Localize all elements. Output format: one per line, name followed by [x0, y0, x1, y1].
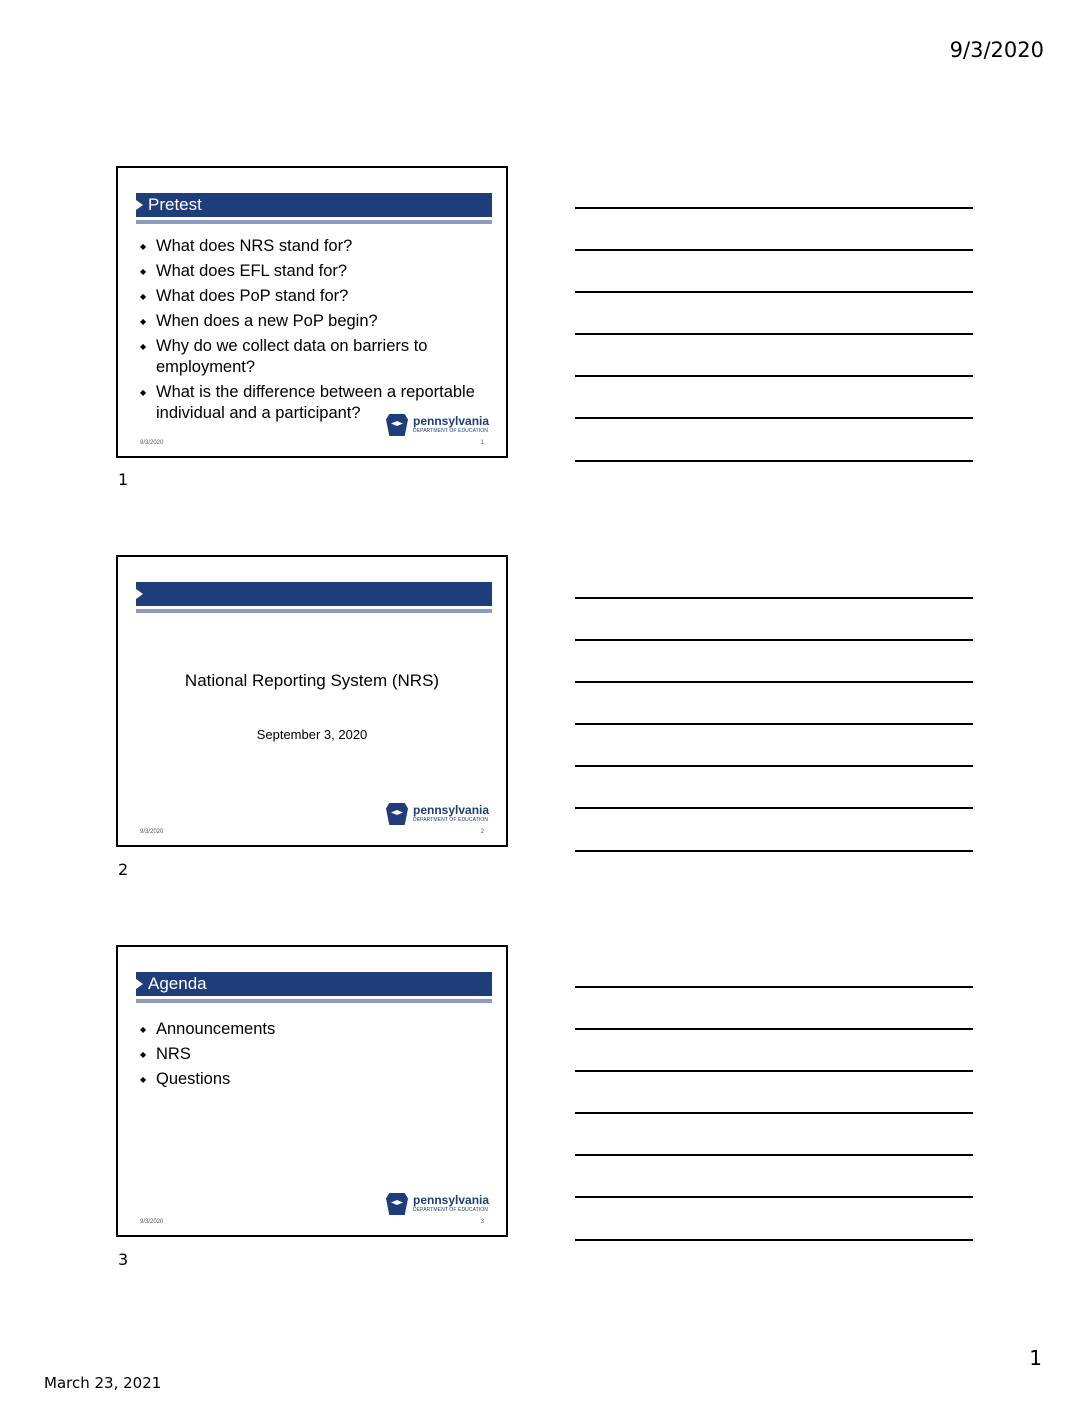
note-line — [575, 417, 973, 419]
note-line — [575, 291, 973, 293]
pennsylvania-logo — [386, 1193, 488, 1217]
note-line — [575, 460, 973, 462]
arrow-right-icon — [136, 589, 143, 599]
slide-footer-number: 2 — [480, 829, 484, 835]
note-line — [575, 1239, 973, 1241]
header-rule — [136, 999, 492, 1003]
keystone-icon — [386, 803, 408, 825]
slide-header — [136, 972, 492, 996]
slide-header — [136, 582, 492, 606]
slide-3 — [116, 945, 508, 1237]
bullet-list — [140, 1019, 480, 1094]
note-line — [575, 1154, 973, 1156]
bullet-item: ◆ When does a new PoP begin? — [140, 311, 480, 332]
slide-label-3: 3 — [118, 1250, 129, 1269]
note-line — [575, 207, 973, 209]
bullet-item: ◆ Why do we collect data on barriers to employment? — [140, 336, 480, 378]
bullet-item: ◆ What is the difference between a reportable individual and a participant? — [140, 382, 480, 424]
bullet-item: ◆ What does PoP stand for? — [140, 286, 480, 307]
note-line — [575, 1196, 973, 1198]
logo-word: pennsylvania — [413, 414, 490, 428]
logo-subtitle: DEPARTMENT OF EDUCATION — [413, 428, 488, 434]
logo-subtitle: DEPARTMENT OF EDUCATION — [413, 817, 488, 823]
slide-header-text: Agenda — [148, 974, 207, 993]
slide-footer-date: 9/3/2020 — [140, 1219, 164, 1225]
slide-label-1: 1 — [118, 470, 129, 489]
page-date: 9/3/2020 — [949, 38, 1044, 62]
slide-label-2: 2 — [118, 860, 129, 879]
pennsylvania-logo — [386, 803, 488, 827]
print-date: March 23, 2021 — [44, 1374, 162, 1392]
slide-footer-number: 1 — [480, 440, 484, 446]
bullet-list — [140, 236, 480, 428]
slide-footer-date: 9/3/2020 — [140, 829, 164, 835]
note-line — [575, 1070, 973, 1072]
slide-header — [136, 193, 492, 217]
keystone-icon — [386, 1193, 408, 1215]
logo-word: pennsylvania — [413, 1193, 490, 1207]
note-line — [575, 807, 973, 809]
pennsylvania-logo — [386, 414, 488, 438]
note-line — [575, 597, 973, 599]
slide-1 — [116, 166, 508, 458]
bullet-item: ◆ Announcements — [140, 1019, 480, 1040]
slide-footer-date: 9/3/2020 — [140, 440, 164, 446]
note-line — [575, 850, 973, 852]
note-line — [575, 249, 973, 251]
note-line — [575, 765, 973, 767]
bullet-item: ◆ Questions — [140, 1069, 480, 1090]
arrow-right-icon — [136, 979, 143, 989]
slide-header-text: Pretest — [148, 195, 202, 214]
note-line — [575, 1028, 973, 1030]
bullet-item: ◆ What does EFL stand for? — [140, 261, 480, 282]
header-rule — [136, 609, 492, 613]
note-line — [575, 639, 973, 641]
slide-footer-number: 3 — [480, 1219, 484, 1225]
logo-subtitle: DEPARTMENT OF EDUCATION — [413, 1207, 488, 1213]
note-line — [575, 333, 973, 335]
note-line — [575, 723, 973, 725]
slide-title: National Reporting System (NRS) — [184, 671, 440, 690]
page-number: 1 — [1029, 1346, 1042, 1370]
note-line — [575, 681, 973, 683]
note-line — [575, 1112, 973, 1114]
keystone-icon — [386, 414, 408, 436]
arrow-right-icon — [136, 200, 143, 210]
logo-word: pennsylvania — [413, 803, 490, 817]
bullet-item: ◆ NRS — [140, 1044, 480, 1065]
note-line — [575, 986, 973, 988]
slide-subtitle: September 3, 2020 — [256, 727, 368, 742]
header-rule — [136, 220, 492, 224]
slide-2 — [116, 555, 508, 847]
note-line — [575, 375, 973, 377]
bullet-item: ◆ What does NRS stand for? — [140, 236, 480, 257]
